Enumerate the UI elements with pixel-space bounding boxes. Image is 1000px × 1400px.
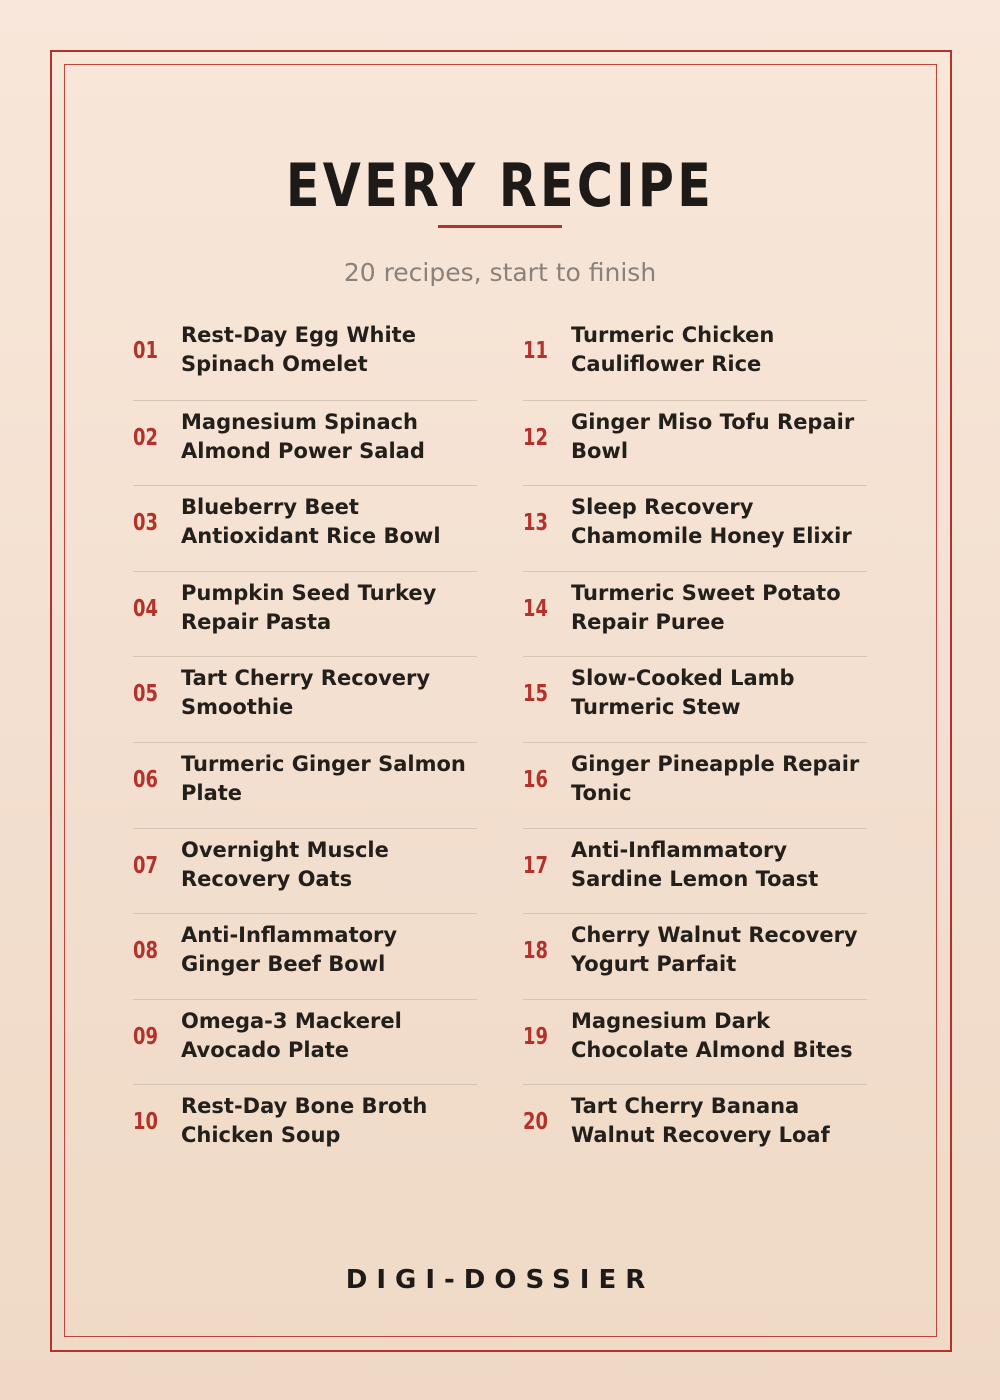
recipe-name: Turmeric Sweet Potato Repair Puree	[571, 580, 841, 634]
recipe-number: 09	[133, 1023, 158, 1050]
recipe-name: Cherry Walnut Recovery Yogurt Parfait	[571, 923, 858, 977]
recipe-name: Anti-Inflammatory Ginger Beef Bowl	[181, 923, 398, 977]
recipe-item[interactable]	[133, 485, 477, 571]
recipe-number: 12	[523, 424, 548, 451]
recipe-name: Ginger Pineapple Repair Tonic	[571, 751, 860, 805]
recipe-item[interactable]	[523, 913, 867, 999]
page-subtitle: 20 recipes, start to finish	[343, 258, 657, 287]
recipe-name: Turmeric Chicken Cauliflower Rice	[571, 323, 775, 376]
recipe-number: 20	[523, 1109, 548, 1136]
recipe-item[interactable]	[133, 742, 477, 828]
recipe-number: 03	[133, 510, 158, 537]
recipe-number: 02	[133, 424, 158, 451]
recipe-item[interactable]	[523, 742, 867, 828]
recipe-number: 10	[133, 1109, 158, 1136]
recipe-list-left	[133, 314, 477, 1170]
recipe-item[interactable]	[523, 999, 867, 1085]
recipe-number: 05	[133, 681, 158, 708]
recipe-number: 15	[523, 681, 548, 708]
recipe-name: Pumpkin Seed Turkey Repair Pasta	[181, 580, 437, 634]
recipe-name: Anti-Inflammatory Sardine Lemon Toast	[571, 837, 819, 891]
recipe-item[interactable]	[523, 1084, 867, 1170]
recipe-number: 14	[523, 595, 548, 622]
brand-footer: DIGI-DOSSIER	[345, 1265, 655, 1295]
recipe-item[interactable]	[133, 999, 477, 1085]
recipe-name: Magnesium Dark Chocolate Almond Bites	[571, 1008, 853, 1062]
recipe-item[interactable]	[133, 913, 477, 999]
recipe-name: Ginger Miso Tofu Repair Bowl	[571, 409, 855, 463]
recipe-item[interactable]	[133, 656, 477, 742]
recipe-name: Rest-Day Bone Broth Chicken Soup	[181, 1094, 428, 1148]
recipe-number: 04	[133, 595, 158, 622]
recipe-item[interactable]	[523, 314, 867, 400]
recipe-item[interactable]	[133, 571, 477, 657]
recipe-number: 18	[523, 938, 548, 965]
recipe-number: 13	[523, 510, 548, 537]
recipe-number: 08	[133, 938, 158, 965]
recipe-name: Overnight Muscle Recovery Oats	[181, 837, 389, 891]
recipe-item[interactable]	[523, 656, 867, 742]
recipe-number: 06	[133, 766, 158, 793]
recipe-item[interactable]	[133, 400, 477, 486]
recipe-number: 17	[523, 852, 548, 879]
recipe-item[interactable]	[133, 314, 477, 400]
recipe-name: Tart Cherry Banana Walnut Recovery Loaf	[571, 1094, 830, 1148]
recipe-item[interactable]	[523, 400, 867, 486]
recipe-name: Slow-Cooked Lamb Turmeric Stew	[571, 666, 795, 720]
recipe-item[interactable]	[523, 828, 867, 914]
recipe-number: 11	[523, 338, 548, 364]
recipe-name: Tart Cherry Recovery Smoothie	[181, 666, 431, 720]
recipe-number: 19	[523, 1023, 548, 1050]
recipe-name: Turmeric Ginger Salmon Plate	[181, 751, 466, 805]
recipe-name: Blueberry Beet Antioxidant Rice Bowl	[181, 495, 441, 549]
recipe-item[interactable]	[523, 485, 867, 571]
title-underline	[438, 225, 562, 228]
recipe-name: Magnesium Spinach Almond Power Salad	[181, 409, 425, 463]
page-title: EVERY RECIPE	[285, 151, 715, 221]
recipe-item[interactable]	[133, 1084, 477, 1170]
recipe-name: Rest-Day Egg White Spinach Omelet	[181, 323, 416, 376]
recipe-list-right	[523, 314, 867, 1170]
recipe-number: 07	[133, 852, 158, 879]
recipe-item[interactable]	[523, 571, 867, 657]
recipe-number: 16	[523, 766, 548, 793]
recipe-item[interactable]	[133, 828, 477, 914]
recipe-number: 01	[133, 338, 158, 364]
recipe-name: Sleep Recovery Chamomile Honey Elixir	[571, 495, 852, 549]
recipe-name: Omega-3 Mackerel Avocado Plate	[181, 1008, 402, 1062]
